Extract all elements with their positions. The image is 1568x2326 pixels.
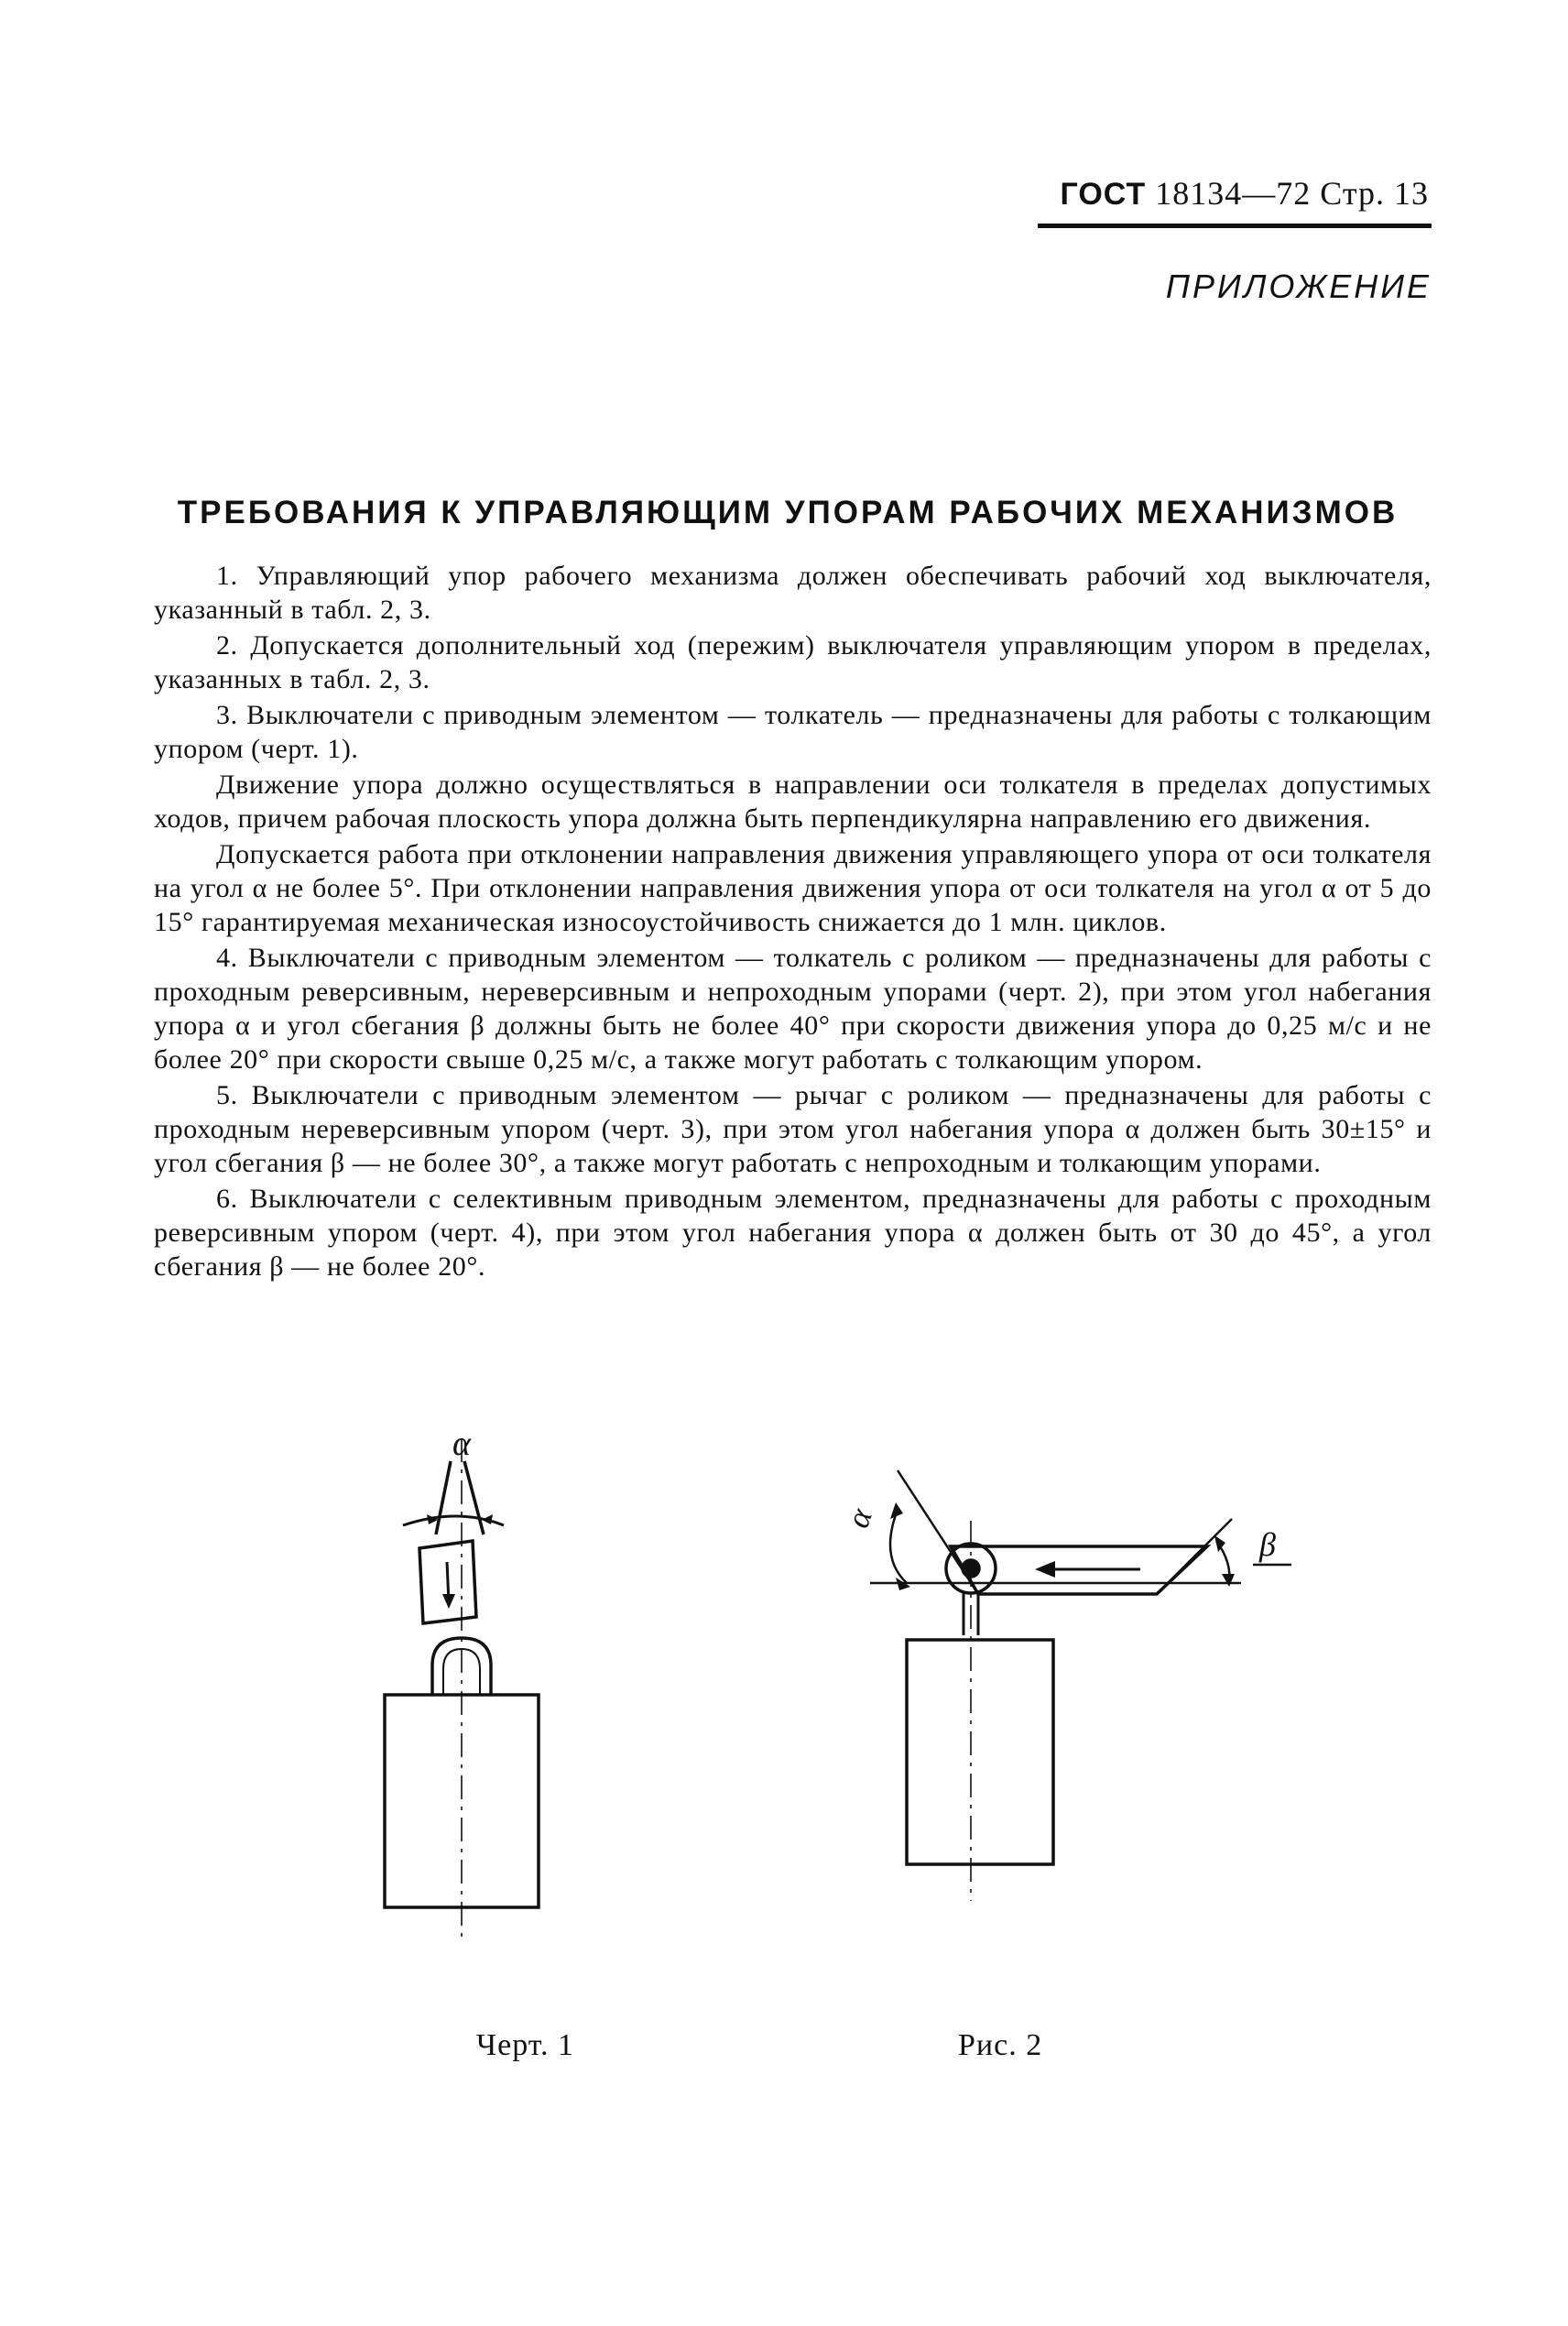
standard-code: 18134—72 [1155,175,1312,212]
figure-2-roller-diagram [838,1466,1328,1924]
paragraph-3: 3. Выключатели с приводным элементом — толкатель — предназначены для работы с толкающим упором (черт. 1). [154,700,1432,764]
page-number: Стр. 13 [1320,175,1429,212]
appendix-label: ПРИЛОЖЕНИЕ [1165,268,1432,305]
paragraph-6: 6. Выключатели с селективным приводным элементом, предназначены для работы с проходным реверсивным упором (черт. 4), при этом угол набегания упора α должен быть от 30 до 45°, а угол сбегания β — не более 20°. [154,1184,1432,1282]
beta-label: β [1259,1526,1276,1563]
alpha-label: α [452,1425,471,1463]
figure-1-caption: Черт. 1 [476,2028,575,2062]
paragraph-5: 5. Выключатели с приводным элементом — рычаг с роликом — предназначены для работы с проходным нереверсивным упором (черт. 3), при этом угол набегания упора α должен быть 30±15° и угол сбегания β — не более 30°, а также могут работать с непроходным и толкающим упорами. [154,1080,1432,1178]
alpha-label: α [838,1503,879,1533]
paragraph-3-deviation: Допускается работа при отклонении направления движения управляющего упора от оси толкателя на угол α не более 5°. При отклонении направления движения упора от оси толкателя на угол α от 5 до 15° гарантируемая механическая износоустойчивость снижается до 1 млн. циклов. [154,839,1432,937]
paragraph-3-motion: Движение упора должно осуществляться в направлении оси толкателя в пределах допустимых ходов, причем рабочая плоскость упора должна быть перпендикулярна направлению его движения. [154,770,1432,834]
switch-body [907,1640,1053,1864]
alpha-arc [890,1510,907,1583]
section-title: ТРЕБОВАНИЯ К УПРАВЛЯЮЩИМ УПОРАМ РАБОЧИХ МЕХАНИЗМОВ [177,495,1399,530]
standard-label: ГОСТ [1060,177,1147,212]
alpha-line-right [464,1461,484,1534]
body-text [154,559,1432,1285]
figure-2-caption: Рис. 2 [958,2028,1043,2062]
figure-1-pusher-diagram [348,1425,586,1942]
paragraph-1: 1. Управляющий упор рабочего механизма должен обеспечивать рабочий ход выключателя, указанный в табл. 2, 3. [154,561,1432,625]
paragraph-4: 4. Выключатели с приводным элементом — толкатель с роликом — предназначены для работы с проходным реверсивным, нереверсивным и непроходным упорами (черт. 2), при этом угол набегания упора α и угол сбегания β должны быть не более 40° при скорости движения упора до 0,25 м/с и не более 20° при скорости свыше 0,25 м/с, а также могут работать с толкающим упором. [154,943,1432,1075]
paragraph-2: 2. Допускается дополнительный ход (пережим) выключателя управляющим упором в пределах, указанных в табл. 2, 3. [154,630,1432,694]
header-rule [1038,224,1432,228]
alpha-line-left [436,1461,451,1534]
page-header [1035,174,1429,213]
